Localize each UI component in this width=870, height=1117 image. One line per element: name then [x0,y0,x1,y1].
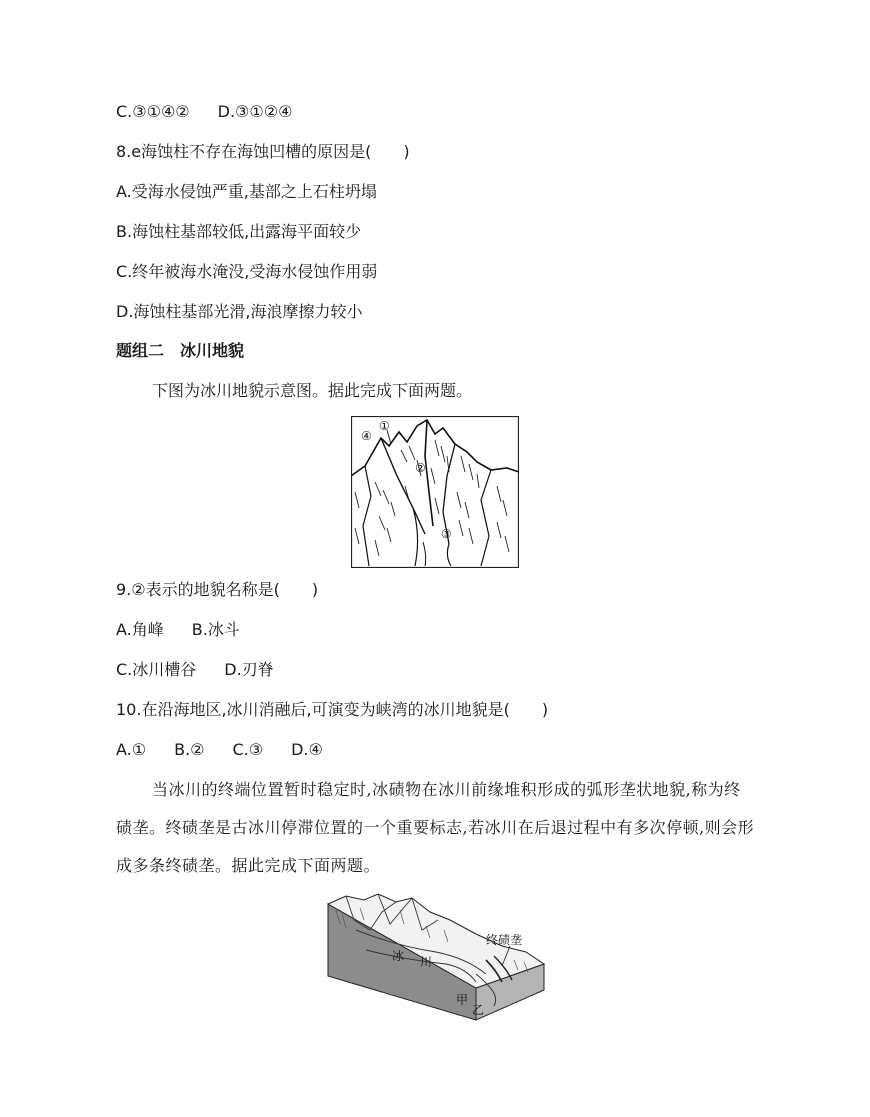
q8-option-c: C.终年被海水淹没,受海水侵蚀作用弱 [116,262,378,281]
figure1-label-4: ④ [361,429,372,443]
terminal-moraine-figure [326,890,546,1026]
q8-stem: 8.e海蚀柱不存在海蚀凹槽的原因是( ) [116,142,410,161]
q7-option-d: D.③①②④ [217,102,293,121]
q10-stem: 10.在沿海地区,冰川消融后,可演变为峡湾的冰川地貌是( ) [116,700,549,719]
section-heading: 题组二 冰川地貌 [116,341,245,360]
q7-options-row [116,101,292,123]
q9-stem: 9.②表示的地貌名称是( ) [116,580,319,599]
intro-figure2-text: 当冰川的终端位置暂时稳定时,冰碛物在冰川前缘堆积形成的弧形垄状地貌,称为终碛垄。终碛垄是古冰川停滞位置的一个重要标志,若冰川在后退过程中有多次停顿,则会形成多条终碛垄。据此完成下面两题。 [116,780,755,875]
q9-option-c: C.冰川槽谷 [116,660,197,679]
q9-option-d: D.刃脊 [224,660,274,679]
q9-options-row-2 [116,659,274,681]
intro-figure1: 下图为冰川地貌示意图。据此完成下面两题。 [152,381,473,400]
q8-option-a: A.受海水侵蚀严重,基部之上石柱坍塌 [116,182,377,201]
figure2-label-moraine: 终碛垄 [486,933,523,947]
q10-options-row [116,739,323,761]
figure1-label-3: ③ [441,527,452,541]
figure1-label-1: ① [379,419,390,433]
figure2-label-jia: 甲 [456,993,469,1007]
glacier-landform-figure [351,416,519,568]
q10-option-d: D.④ [291,740,323,759]
q10-option-b: B.② [174,740,205,759]
figure1-label-2: ② [415,461,426,475]
figure2-label-glacier-1: 冰 [392,949,405,963]
q9-option-b: B.冰斗 [191,620,240,639]
q9-option-a: A.角峰 [116,620,164,639]
q10-option-c: C.③ [232,740,264,759]
q7-option-c: C.③①④② [116,102,190,121]
figure2-label-glacier-2: 川 [420,955,433,969]
intro-figure2-paragraph [116,771,756,885]
figure2-label-yi: 乙 [472,1003,485,1017]
q10-option-a: A.① [116,740,147,759]
q9-options-row-1 [116,619,240,641]
q8-option-d: D.海蚀柱基部光滑,海浪摩擦力较小 [116,302,363,321]
q8-option-b: B.海蚀柱基部较低,出露海平面较少 [116,222,362,241]
